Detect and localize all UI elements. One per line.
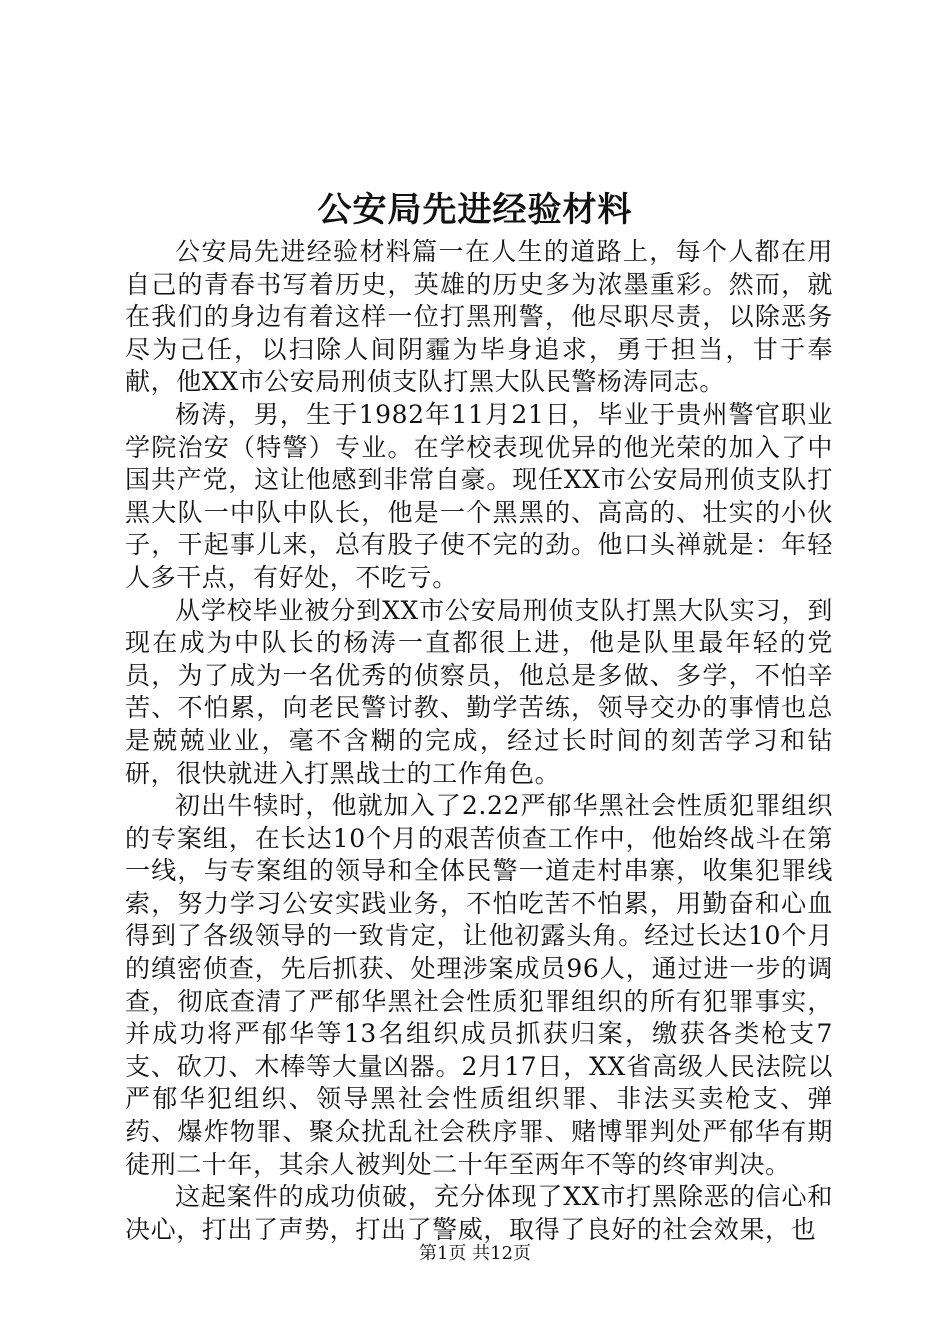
page-footer: 第1页 共12页 [418, 1243, 532, 1264]
paragraph-3: 从学校毕业被分到XX市公安局刑侦支队打黑大队实习，到现在成为中队长的杨涛一直都很上进，他是队里最年轻的党员，为了成为一名优秀的侦察员，他总是多做、多学，不怕辛苦、不怕累，向老民警讨教、勤学苦练，领导交办的事情也总是兢兢业业，毫不含糊的完成，经过长时间的刻苦学习和钻研，很快就进入打黑战士的工作角色。 [125, 595, 833, 788]
paragraph-1: 公安局先进经验材料篇一在人生的道路上，每个人都在用自己的青春书写着历史，英雄的历史多为浓墨重彩。然而，就在我们的身边有着这样一位打黑刑警，他尽职尽责，以除恶务尽为己任，以扫除人间阴霾为毕身追求，勇于担当，甘于奉献，他XX市公安局刑侦支队打黑大队民警杨涛同志。 [125, 237, 833, 397]
paragraph-4: 初出牛犊时，他就加入了2.22严郁华黑社会性质犯罪组织的专案组，在长达10个月的艰苦侦查工作中，他始终战斗在第一线，与专案组的领导和全体民警一道走村串寨，收集犯罪线索，努力学习公安实践业务，不怕吃苦不怕累，用勤奋和心血得到了各级领导的一致肯定，让他初露头角。经过长达10个月的缜密侦查，先后抓获、处理涉案成员96人，通过进一步的调查，彻底查清了严郁华黑社会性质犯罪组织的所有犯罪事实，并成功将严郁华等13名组织成员抓获归案，缴获各类枪支7支、砍刀、木棒等大量凶器。2月17日，XX省高级人民法院以严郁华犯组织、领导黑社会性质组织罪、非法买卖枪支、弹药、爆炸物罪、聚众扰乱社会秩序罪、赌博罪判处严郁华有期徒刑二十年，其余人被判处二十年至两年不等的终审判决。 [125, 791, 833, 1179]
document-title: 公安局先进经验材料 [317, 190, 633, 230]
paragraph-2: 杨涛，男，生于1982年11月21日，毕业于贵州警官职业学院治安（特警）专业。在学校表现优异的他光荣的加入了中国共产党，这让他感到非常自豪。现任XX市公安局刑侦支队打黑大队一中队中队长，他是一个黑黑的、高高的、壮实的小伙子，干起事儿来，总有股子使不完的劲。他口头禅就是：年轻人多干点，有好处，不吃亏。 [125, 399, 833, 592]
paragraph-5: 这起案件的成功侦破，充分体现了XX市打黑除恶的信心和决心，打出了声势，打出了警威，取得了良好的社会效果，也 [125, 1182, 833, 1244]
document-body [125, 236, 833, 1246]
